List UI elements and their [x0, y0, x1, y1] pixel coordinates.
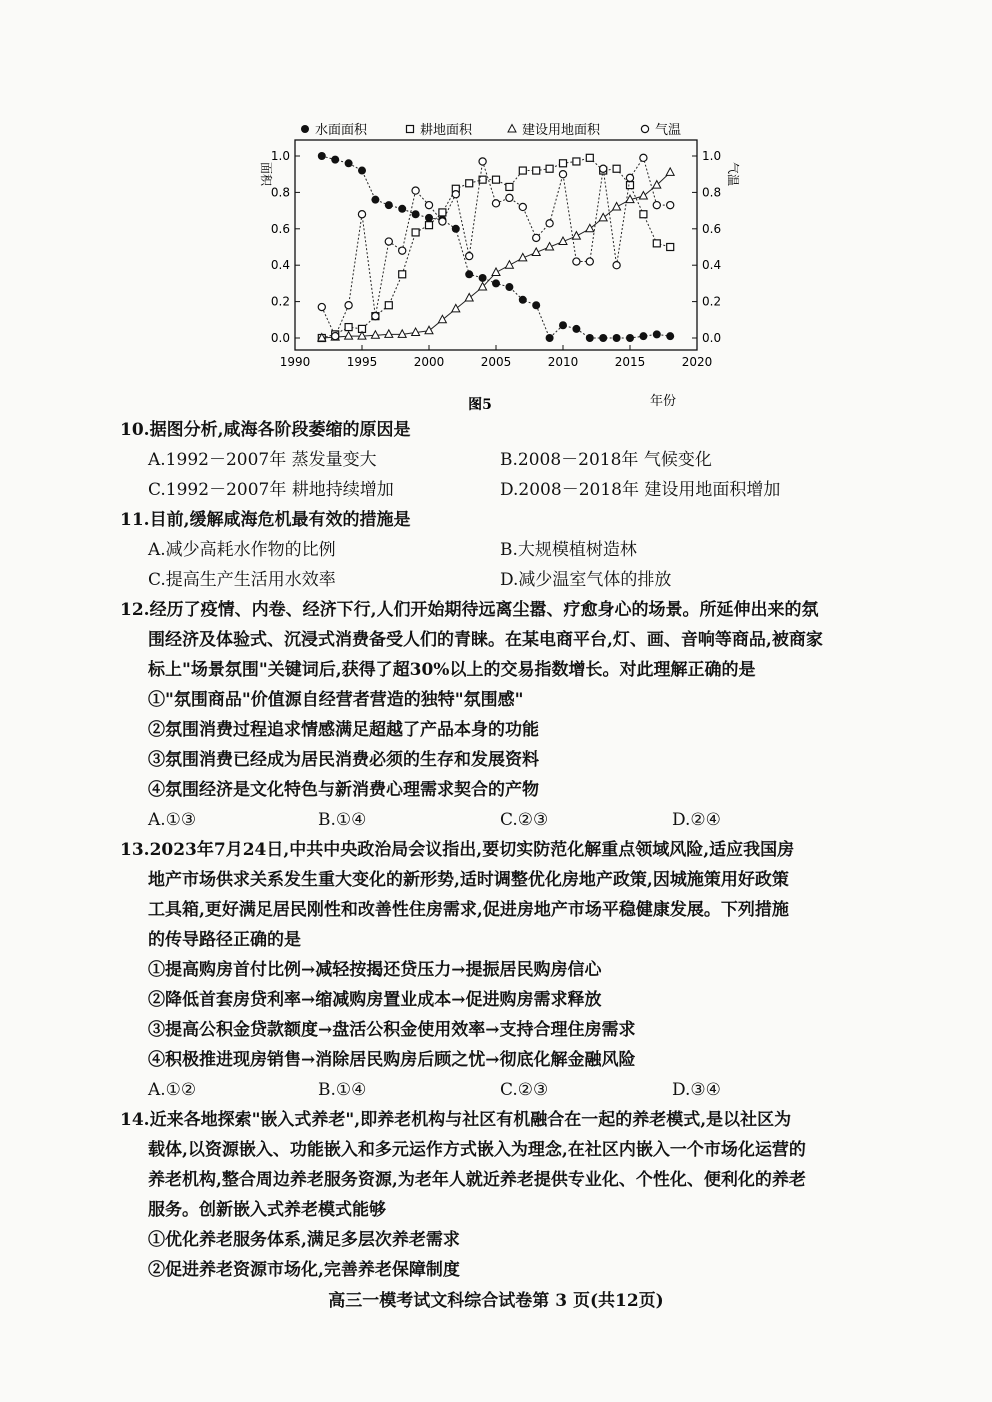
q12-stem-line-2: 围经济及体验式、沉浸式消费备受人们的青睐。在某电商平台,灯、画、音响等商品,被商家 — [148, 630, 823, 650]
data-point — [412, 187, 419, 194]
x-axis-label: 年份 — [649, 394, 677, 409]
series-3 — [318, 168, 674, 341]
data-point — [599, 213, 607, 221]
data-point — [666, 332, 674, 340]
y-left-tick-label: 1.0 — [270, 149, 290, 163]
data-point — [519, 203, 526, 210]
data-point — [479, 158, 486, 165]
legend-marker — [508, 125, 516, 133]
x-tick-label: 2005 — [480, 355, 512, 369]
q14-stem-line-4: 服务。创新嵌入式养老模式能够 — [148, 1200, 386, 1220]
plot-frame — [295, 140, 697, 350]
legend-label: 水面面积 — [315, 123, 368, 138]
data-point — [385, 302, 392, 309]
data-point — [586, 258, 593, 265]
data-point — [613, 202, 621, 210]
chart-marks — [318, 152, 674, 342]
data-point — [412, 210, 420, 218]
q11-stem: 11.目前,缓解咸海危机最有效的措施是 — [120, 510, 411, 530]
data-point — [640, 211, 647, 218]
q12-statement-1: ①"氛围商品"价值源自经营者营造的独特"氛围感" — [148, 690, 524, 710]
x-tick-label: 2000 — [413, 355, 445, 369]
x-tick-label: 1990 — [279, 355, 311, 369]
data-point — [492, 279, 500, 287]
series-line — [322, 158, 670, 338]
data-point — [492, 200, 499, 207]
data-point — [371, 196, 379, 204]
data-point — [345, 324, 352, 331]
data-point — [466, 253, 473, 260]
q14-statement-2: ②促进养老资源市场化,完善养老保障制度 — [148, 1260, 460, 1280]
q14-statement-1: ①优化养老服务体系,满足多层次养老需求 — [148, 1230, 460, 1250]
y-right-tick-label: 0.6 — [702, 221, 722, 236]
q11-option-b: B.大规模植树造林 — [500, 540, 637, 560]
y-left-tick-label: 0.6 — [270, 221, 290, 236]
data-point — [439, 209, 446, 216]
data-point — [573, 258, 580, 265]
q13-option-b: B.①④ — [318, 1080, 367, 1100]
data-point — [546, 220, 553, 227]
y-left-tick-label: 0.8 — [270, 185, 290, 200]
q14-stem-line-2: 载体,以资源嵌入、功能嵌入和多元运作方式嵌入为理念,在社区内嵌入一个市场化运营的 — [148, 1140, 806, 1160]
data-point — [318, 152, 326, 160]
q13-stem-line-3: 工具箱,更好满足居民刚性和改善性住房需求,促进房地产市场平稳健康发展。下列措施 — [148, 900, 789, 920]
data-point — [493, 176, 500, 183]
data-point — [345, 302, 352, 309]
data-point — [639, 332, 647, 340]
data-point — [639, 192, 647, 200]
data-point — [371, 331, 379, 339]
data-point — [667, 244, 674, 251]
data-point — [479, 274, 487, 282]
legend-label: 气温 — [655, 123, 682, 138]
data-point — [425, 214, 433, 222]
legend-label: 建设用地面积 — [522, 123, 601, 138]
y-right-tick-label: 0.4 — [702, 258, 722, 273]
y-right-tick-label: 0.0 — [702, 331, 722, 345]
data-point — [358, 167, 366, 175]
y-right-axis-label: 气温 — [726, 161, 740, 187]
data-point — [345, 159, 353, 167]
y-left-tick-label: 0.2 — [270, 294, 290, 309]
data-point — [559, 171, 566, 178]
q12-statement-4: ④氛围经济是文化特色与新消费心理需求契合的产物 — [148, 780, 539, 800]
figure-5-chart — [250, 112, 740, 412]
data-point — [318, 303, 325, 310]
data-point — [573, 158, 580, 165]
data-point — [586, 154, 593, 161]
data-point — [506, 194, 513, 201]
q10-option-a: A.1992－2007年 蒸发量变大 — [148, 450, 377, 470]
q10-option-c: C.1992－2007年 耕地持续增加 — [148, 480, 394, 500]
q11-option-c: C.提高生产生活用水效率 — [148, 570, 336, 590]
data-point — [560, 160, 567, 167]
q12-stem-line-3: 标上"场景氛围"关键词后,获得了超30%以上的交易指数增长。对此理解正确的是 — [148, 660, 756, 680]
q13-stem-line-4: 的传导路径正确的是 — [148, 930, 301, 950]
data-point — [452, 225, 460, 233]
data-point — [439, 218, 446, 225]
data-point — [385, 238, 392, 245]
data-point — [412, 229, 419, 236]
data-point — [519, 167, 526, 174]
data-point — [492, 268, 500, 276]
q13-option-a: A.①② — [148, 1080, 197, 1100]
q12-option-d: D.②④ — [672, 810, 721, 830]
data-point — [640, 154, 647, 161]
data-point — [385, 330, 393, 338]
q12-option-b: B.①④ — [318, 810, 367, 830]
q13-statement-2: ②降低首套房贷利率→缩减购房置业成本→促进购房需求释放 — [148, 990, 602, 1010]
data-point — [519, 296, 527, 304]
q13-stem-line-2: 地产市场供求关系发生重大变化的新形势,适时调整优化房地产政策,因城施策用好政策 — [148, 870, 789, 890]
q14-stem-line-1: 14.近来各地探索"嵌入式养老",即养老机构与社区有机融合在一起的养老模式,是以社区为 — [120, 1110, 792, 1130]
q12-option-c: C.②③ — [500, 810, 549, 830]
data-point — [465, 293, 473, 301]
legend-marker — [301, 125, 309, 133]
legend-marker — [641, 125, 648, 132]
data-point — [466, 180, 473, 187]
data-point — [653, 181, 661, 189]
data-point — [398, 205, 406, 213]
data-point — [533, 167, 540, 174]
data-point — [532, 301, 540, 309]
q13-stem-line-1: 13.2023年7月24日,中共中央政治局会议指出,要切实防范化解重点领域风险,适应我国房 — [120, 840, 795, 860]
x-tick-label: 2015 — [614, 355, 646, 369]
data-point — [653, 202, 660, 209]
data-point — [452, 304, 460, 312]
data-point — [586, 224, 594, 232]
data-point — [533, 234, 540, 241]
data-point — [572, 325, 580, 333]
data-point — [399, 271, 406, 278]
q13-option-d: D.③④ — [672, 1080, 721, 1100]
legend-label: 耕地面积 — [420, 123, 473, 138]
y-right-tick-label: 1.0 — [702, 149, 722, 163]
y-left-tick-label: 0.0 — [270, 331, 290, 345]
q13-statement-3: ③提高公积金贷款额度→盘活公积金使用效率→支持合理住房需求 — [148, 1020, 636, 1040]
data-point — [653, 240, 660, 247]
data-point — [385, 201, 393, 209]
data-point — [452, 191, 459, 198]
q13-statement-1: ①提高购房首付比例→减轻按揭还贷压力→提振居民购房信心 — [148, 960, 602, 980]
data-point — [505, 261, 513, 269]
data-point — [613, 334, 621, 342]
data-point — [399, 247, 406, 254]
y-left-axis-label: 面积 — [259, 161, 273, 187]
y-left-tick-label: 0.4 — [270, 258, 290, 273]
chart-legend — [301, 122, 681, 138]
data-point — [586, 334, 594, 342]
data-point — [667, 202, 674, 209]
q13-statement-4: ④积极推进现房销售→消除居民购房后顾之忧→彻底化解金融风险 — [148, 1050, 636, 1070]
legend-marker — [407, 126, 414, 133]
q11-option-d: D.减少温室气体的排放 — [500, 570, 672, 590]
data-point — [613, 262, 620, 269]
data-point — [425, 202, 432, 209]
q12-option-a: A.①③ — [148, 810, 197, 830]
data-point — [425, 326, 433, 334]
data-point — [438, 315, 446, 323]
data-point — [666, 168, 674, 176]
data-point — [600, 165, 607, 172]
q12-statement-2: ②氛围消费过程追求情感满足超越了产品本身的功能 — [148, 720, 539, 740]
data-point — [331, 156, 339, 164]
y-right-tick-label: 0.8 — [702, 185, 722, 200]
q12-stem-line-1: 12.经历了疫情、内卷、经济下行,人们开始期待远离尘嚣、疗愈身心的场景。所延伸出来的氛 — [120, 600, 819, 620]
data-point — [572, 232, 580, 240]
data-point — [546, 165, 553, 172]
data-point — [613, 165, 620, 172]
data-point — [332, 333, 339, 340]
x-tick-label: 1995 — [346, 355, 378, 369]
data-point — [627, 182, 634, 189]
data-point — [626, 334, 634, 342]
q14-stem-line-3: 养老机构,整合周边养老服务资源,为老年人就近养老提供专业化、个性化、便利化的养老 — [148, 1170, 806, 1190]
data-point — [345, 332, 353, 340]
data-point — [505, 283, 513, 291]
y-right-tick-label: 0.2 — [702, 294, 722, 309]
q10-stem: 10.据图分析,咸海各阶段萎缩的原因是 — [120, 420, 411, 440]
q12-statement-3: ③氛围消费已经成为居民消费必须的生存和发展资料 — [148, 750, 539, 770]
x-tick-label: 2010 — [547, 355, 579, 369]
x-tick-label: 2020 — [681, 355, 713, 369]
series-line — [322, 158, 670, 336]
data-point — [426, 222, 433, 229]
q10-option-b: B.2008－2018年 气候变化 — [500, 450, 712, 470]
data-point — [546, 334, 554, 342]
q10-option-d: D.2008－2018年 建设用地面积增加 — [500, 480, 781, 500]
series-2 — [318, 154, 673, 341]
data-point — [506, 183, 513, 190]
data-point — [559, 321, 567, 329]
data-point — [599, 334, 607, 342]
q13-option-c: C.②③ — [500, 1080, 549, 1100]
data-point — [653, 330, 661, 338]
page-footer: 高三一模考试文科综合试卷第 3 页(共12页) — [328, 1291, 664, 1311]
data-point — [358, 211, 365, 218]
data-point — [626, 174, 633, 181]
data-point — [465, 270, 473, 278]
q11-option-a: A.减少高耗水作物的比例 — [148, 540, 336, 560]
data-point — [372, 313, 379, 320]
figure-caption: 图5 — [468, 397, 492, 412]
